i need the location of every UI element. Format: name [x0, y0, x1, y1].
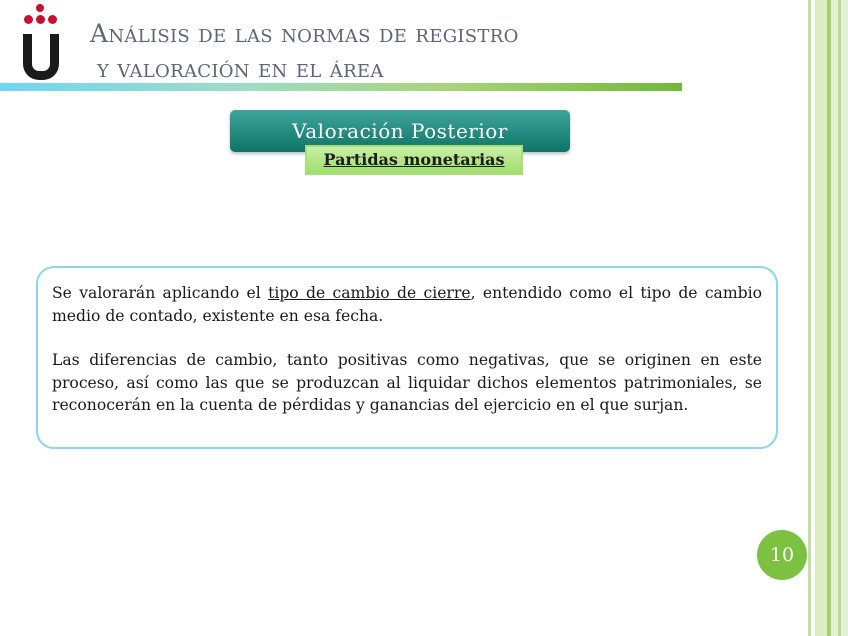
decor-stripe: [815, 0, 827, 636]
title-divider: [0, 83, 682, 91]
slide-title-line2: y valoración en el área: [97, 54, 384, 83]
content-box: [36, 266, 778, 449]
paragraph-1-start: Se valorarán aplicando el: [52, 284, 269, 302]
logo-dot: [36, 15, 45, 24]
exchange-rate-term: tipo de cambio de cierre: [268, 284, 471, 302]
slide-title: [90, 16, 690, 86]
logo-dot: [24, 15, 33, 24]
subsection-label: Partidas monetarias: [305, 145, 523, 175]
logo-dot: [48, 15, 57, 24]
page-number-badge: 10: [757, 530, 807, 580]
paragraph-2: Las diferencias de cambio, tanto positivas como negativas, que se originen en este proceso, así como las que se produzcan al liquidar dichos elementos patrimoniales, se reconocerán en la cuenta de pérdidas y ganancias del ejercicio en el que surjan.: [52, 351, 762, 414]
logo-dot: [36, 4, 44, 12]
decor-stripe: [808, 0, 811, 636]
decor-stripe: [838, 0, 841, 636]
paragraph-1-end: , entendido como el tipo de cambio medio de contado, existente en esa fecha.: [52, 284, 763, 325]
paragraph-1: [52, 282, 762, 327]
slide-title-line1: Análisis de las normas de registro: [90, 19, 519, 48]
section-header: Valoración Posterior: [230, 110, 570, 152]
university-logo: [20, 4, 64, 82]
logo-letter-u: [23, 34, 59, 80]
